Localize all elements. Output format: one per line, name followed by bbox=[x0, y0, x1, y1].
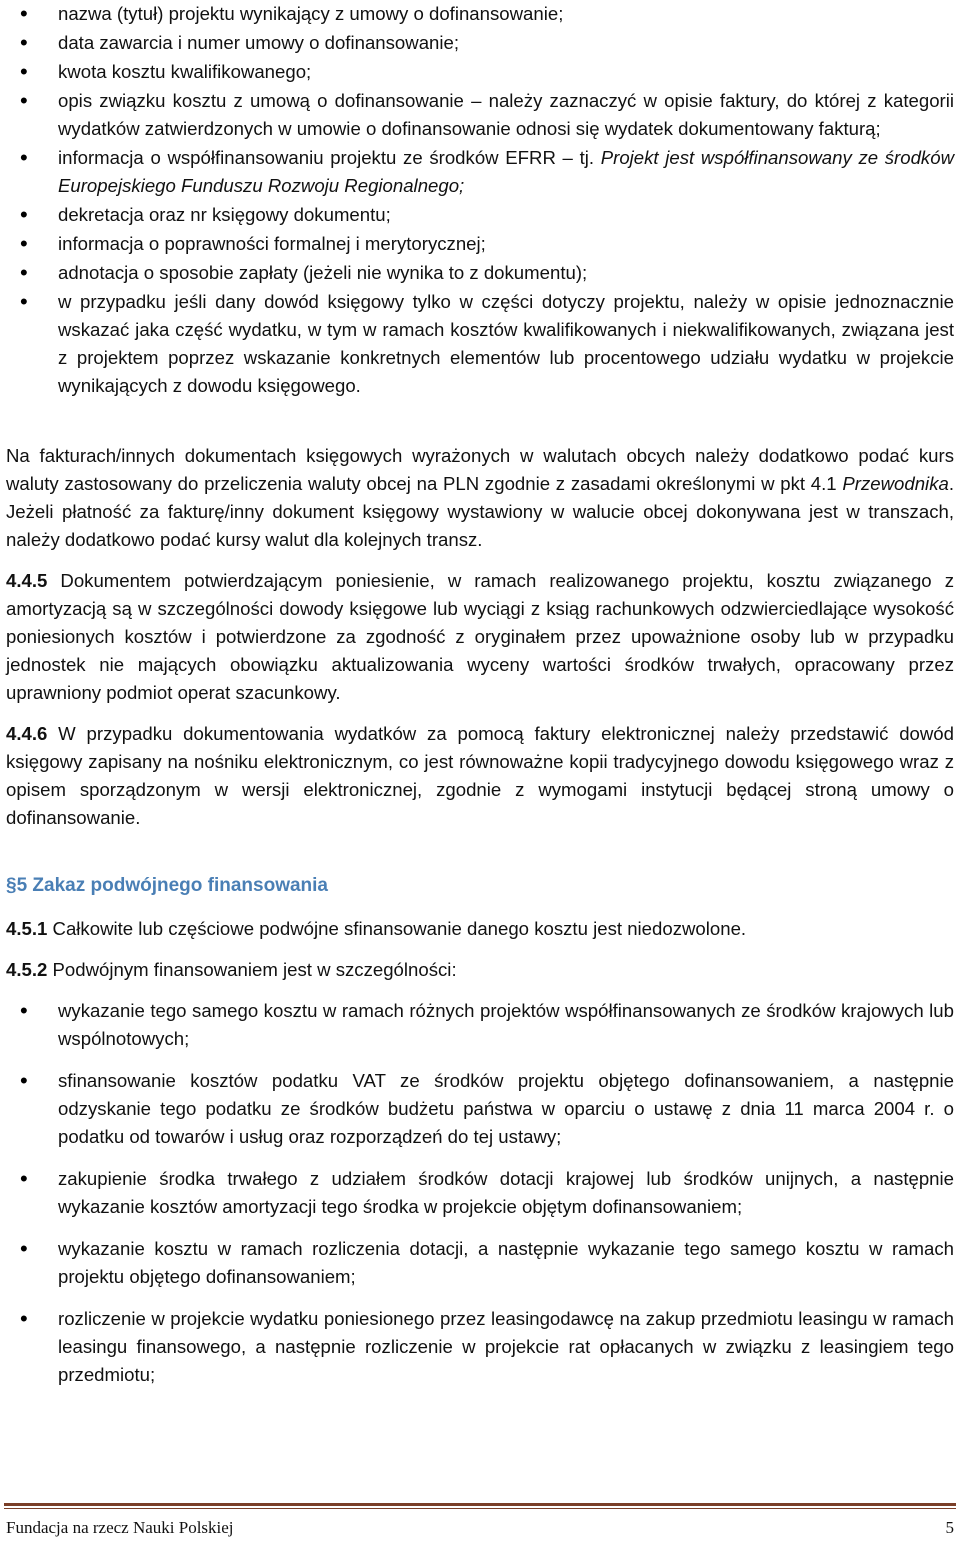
paragraph-4-4-6: 4.4.6 W przypadku dokumentowania wydatków za pomocą faktury elektronicznej należy przedstawić dowód księgowy zapisany na nośniku elektronicznym, co jest równoważne kopii tradycyjnego dowodu księgowego wraz z opisem sporządzonym w wersji elektronicznej, zgodnie z wymogami instytucji będącej stroną umowy o dofinansowanie. bbox=[6, 723, 954, 828]
list-item: • informacja o poprawności formalnej i merytorycznej; bbox=[0, 230, 960, 258]
double-financing-list bbox=[0, 997, 960, 1403]
page-number: 5 bbox=[945, 1518, 954, 1537]
list-item: • opis związku kosztu z umową o dofinansowanie – należy zaznaczyć w opisie faktury, do której z kategorii wydatków zatwierdzonych w umowie o dofinansowanie odnosi się wydatek dokumentowany fakturą; bbox=[0, 87, 960, 143]
list-item: • sfinansowanie kosztów podatku VAT ze środków projektu objętego dofinansowaniem, a następnie odzyskanie tego podatku ze środków budżetu państwa w oparciu o ustawę z dnia 11 marca 2004 r. o podatku od towarów i usług oraz rozporządzeń do tej ustawy; bbox=[0, 1067, 960, 1151]
list-item: • rozliczenie w projekcie wydatku poniesionego przez leasingodawcę na zakup przedmiotu leasingu w ramach leasingu finansowego, a następnie rozliczenie w projekcie rat opłacanych w związku z leasingiem tego przedmiotu; bbox=[0, 1305, 960, 1389]
list-item: • dekretacja oraz nr księgowy dokumentu; bbox=[0, 201, 960, 229]
footer-organization: Fundacja na rzecz Nauki Polskiej bbox=[6, 1518, 234, 1537]
list-item: • wykazanie kosztu w ramach rozliczenia dotacji, a następnie wykazanie tego samego kosztu w ramach projektu objętego dofinansowaniem; bbox=[0, 1235, 960, 1291]
section-heading: §5 Zakaz podwójnego finansowania bbox=[6, 875, 328, 896]
list-item: • kwota kosztu kwalifikowanego; bbox=[0, 58, 960, 86]
list-item: • nazwa (tytuł) projektu wynikający z umowy o dofinansowanie; bbox=[0, 0, 960, 28]
footer-divider bbox=[4, 1503, 956, 1506]
requirements-list bbox=[0, 0, 960, 401]
paragraph-4-4-5: 4.4.5 Dokumentem potwierdzającym poniesienie, w ramach realizowanego projektu, kosztu związanego z amortyzacją są w szczególności dowody księgowe lub wyciągi z ksiąg rachunkowych odzwierciedlające wysokość poniesionych kosztów i potwierdzone za zgodność z oryginałem przez upoważnione osoby lub w przypadku jednostek nie mających obowiązku aktualizowania wyceny wartości środków trwałych, opracowany przez uprawniony podmiot operat szacunkowy. bbox=[6, 570, 954, 703]
list-item: • zakupienie środka trwałego z udziałem środków dotacji krajowej lub środków unijnych, a następnie wykazanie kosztów amortyzacji tego środka w projekcie objętym dofinansowaniem; bbox=[0, 1165, 960, 1221]
list-item: • w przypadku jeśli dany dowód księgowy tylko w części dotyczy projektu, należy w opisie jednoznacznie wskazać jaka część wydatku, w tym w ramach kosztów kwalifikowanych i niekwalifikowanych, związana jest z projektem poprzez wskazanie konkretnych elementów lub procentowego udziału wydatku w projekcie wynikających z dowodu księgowego. bbox=[0, 288, 960, 400]
italic-note: Projekt jest współfinansowany ze środków Europejskiego Funduszu Rozwoju Regionalnego; bbox=[58, 147, 955, 196]
paragraph-4-5-1: 4.5.1 Całkowite lub częściowe podwójne sfinansowanie danego kosztu jest niedozwolone. bbox=[6, 918, 747, 939]
list-item: • informacja o współfinansowaniu projektu ze środków EFRR – tj. Projekt jest współfinansowany ze środków Europejskiego Funduszu Rozwoju Regionalnego; bbox=[0, 144, 960, 200]
currency-paragraph: Na fakturach/innych dokumentach księgowych wyrażonych w walutach obcych należy dodatkowo podać kurs waluty zastosowany do przeliczenia waluty obcej na PLN zgodnie z zasadami określonymi w pkt 4.1 Przewodnika. Jeżeli płatność za fakturę/inny dokument księgowy wystawiony w walucie obcej dokonywana jest w transzach, należy dodatkowo podać kursy walut dla kolejnych transz. bbox=[6, 445, 954, 550]
list-item: • adnotacja o sposobie zapłaty (jeżeli nie wynika to z dokumentu); bbox=[0, 259, 960, 287]
list-item: • wykazanie tego samego kosztu w ramach różnych projektów współfinansowanych ze środków krajowych lub wspólnotowych; bbox=[0, 997, 960, 1053]
footer-divider-thin bbox=[4, 1508, 956, 1509]
list-item: • data zawarcia i numer umowy o dofinansowanie; bbox=[0, 29, 960, 57]
paragraph-4-5-2: 4.5.2 Podwójnym finansowaniem jest w szczególności: bbox=[6, 959, 457, 980]
